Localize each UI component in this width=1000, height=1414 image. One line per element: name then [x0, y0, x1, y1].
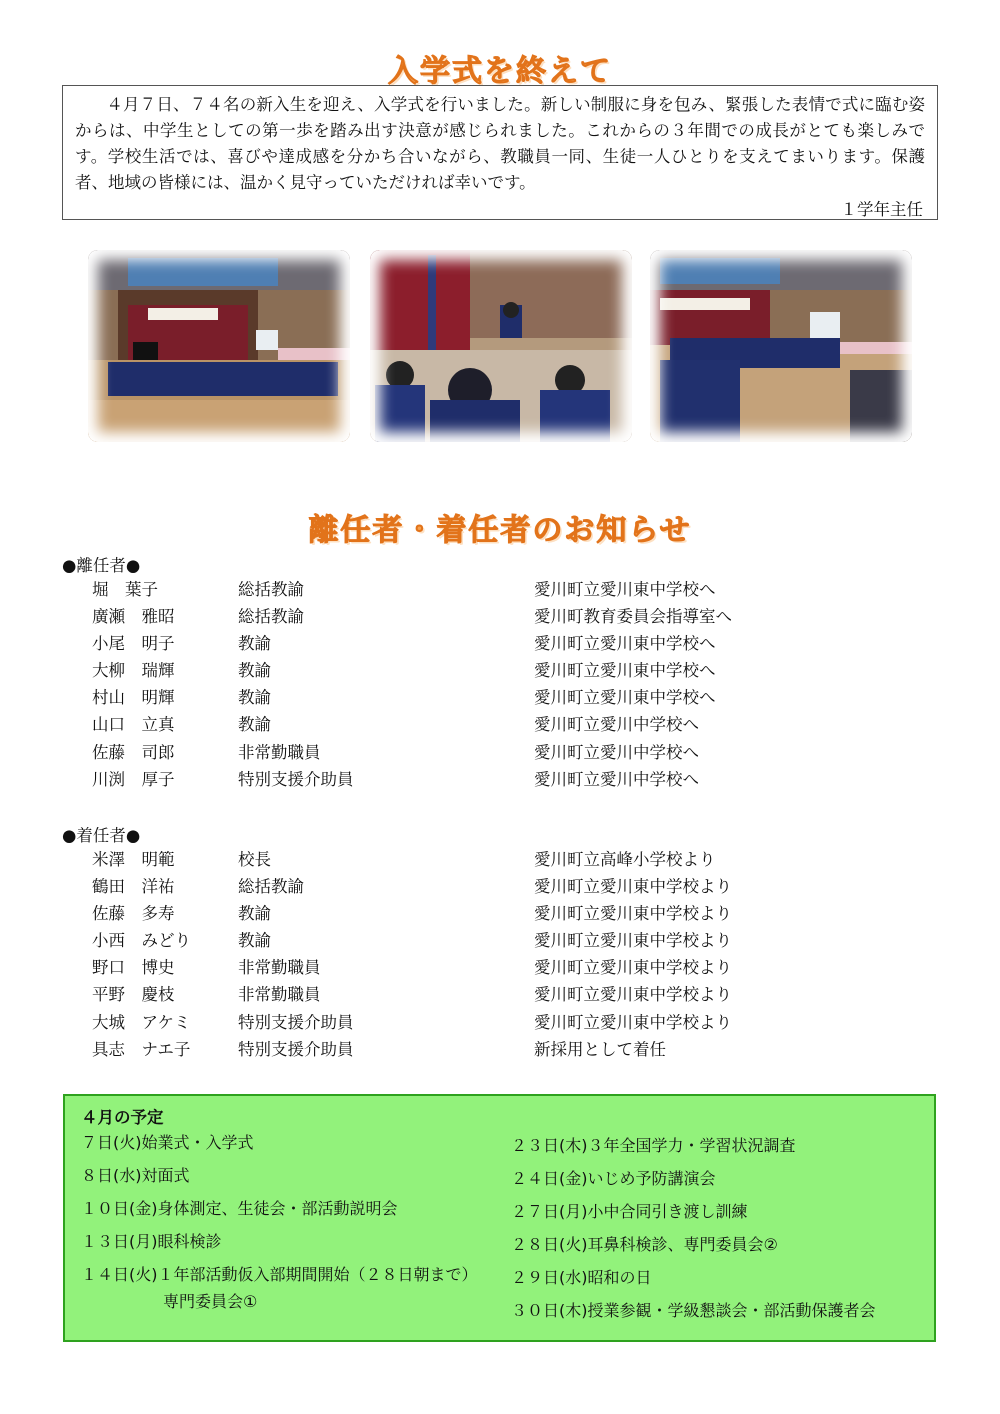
staff-role: 教諭 [238, 661, 271, 681]
staff-row [0, 1037, 1000, 1064]
schedule-item: ３０日(木)授業参観・学級懇談会・部活動保護者会 [511, 1301, 876, 1320]
staff-origin: 愛川町立愛川東中学校より [534, 985, 732, 1005]
staff-row [0, 631, 1000, 658]
departing-staff-label: ●離任者● [62, 556, 141, 575]
staff-role: 非常勤職員 [238, 742, 321, 762]
schedule-item: ７日(火)始業式・入学式 [81, 1133, 254, 1152]
staff-row [0, 1010, 1000, 1037]
staff-role: 総括教諭 [238, 580, 304, 599]
staff-destination: 愛川町立愛川東中学校へ [534, 661, 716, 681]
staff-role: 校長 [238, 850, 271, 869]
arriving-staff-list [0, 847, 1000, 1064]
staff-name: 大城 アケミ [92, 1012, 191, 1032]
entrance-ceremony-heading: 入学式を終えて [388, 54, 612, 89]
staff-role: 非常勤職員 [238, 985, 321, 1005]
staff-role: 非常勤職員 [238, 958, 321, 978]
schedule-left-column [81, 1130, 478, 1322]
staff-name: 佐藤 多寿 [92, 904, 175, 924]
schedule-item: １４日(火)１年部活動仮入部期間開始（２８日朝まで） [81, 1265, 478, 1284]
staff-row [0, 685, 1000, 712]
staff-row [0, 740, 1000, 767]
staff-origin: 愛川町立愛川東中学校より [534, 931, 732, 951]
entrance-message-box [62, 85, 938, 220]
staff-role: 教諭 [238, 634, 271, 654]
staff-row [0, 658, 1000, 685]
staff-name: 山口 立真 [92, 715, 175, 735]
staff-role: 総括教諭 [238, 877, 304, 897]
staff-destination: 愛川町立愛川中学校へ [534, 742, 699, 762]
staff-origin: 愛川町立愛川東中学校より [534, 877, 732, 897]
schedule-item: ２８日(火)耳鼻科検診、専門委員会② [511, 1235, 778, 1254]
april-schedule-box [63, 1094, 936, 1342]
staff-role: 教諭 [238, 688, 271, 708]
staff-destination: 愛川町立愛川中学校へ [534, 715, 699, 735]
schedule-title: ４月の予定 [81, 1108, 164, 1127]
staff-row [0, 928, 1000, 955]
staff-row [0, 955, 1000, 982]
staff-role: 教諭 [238, 931, 271, 951]
ceremony-photo-students-standing [650, 250, 912, 442]
arriving-staff-label: ●着任者● [62, 826, 141, 845]
staff-destination: 愛川町立愛川東中学校へ [534, 688, 716, 708]
staff-origin: 愛川町立愛川東中学校より [534, 1012, 732, 1032]
staff-row [0, 577, 1000, 604]
schedule-item: １０日(金)身体測定、生徒会・部活動説明会 [81, 1199, 398, 1218]
staff-row [0, 767, 1000, 794]
staff-role: 特別支援介助員 [238, 769, 354, 789]
staff-destination: 愛川町立愛川東中学校へ [534, 634, 716, 654]
schedule-item: ２９日(水)昭和の日 [511, 1268, 652, 1287]
staff-row [0, 874, 1000, 901]
staff-origin: 愛川町立愛川東中学校より [534, 958, 732, 978]
schedule-item-continuation: 専門委員会① [163, 1292, 258, 1311]
staff-name: 野口 博史 [92, 958, 175, 978]
staff-origin: 新採用として着任 [534, 1039, 666, 1059]
staff-notice-heading: 離任者・着任者のお知らせ [308, 513, 692, 548]
ceremony-photo-gym-overview [88, 250, 350, 442]
staff-name: 佐藤 司郎 [92, 742, 175, 762]
staff-origin: 愛川町立高峰小学校より [534, 850, 716, 869]
entrance-message-signature: １学年主任 [840, 200, 923, 219]
staff-name: 村山 明輝 [92, 688, 175, 708]
staff-role: 総括教諭 [238, 607, 304, 627]
staff-role: 教諭 [238, 715, 271, 735]
staff-destination: 愛川町立愛川東中学校へ [534, 580, 716, 599]
schedule-item: ８日(水)対面式 [81, 1166, 190, 1185]
ceremony-photo-speech [370, 250, 632, 442]
schedule-right-column [511, 1133, 876, 1331]
departing-staff-list [0, 577, 1000, 794]
staff-name: 鶴田 洋祐 [92, 877, 175, 897]
staff-origin: 愛川町立愛川東中学校より [534, 904, 732, 924]
staff-row [0, 604, 1000, 631]
entrance-message-text: ４月７日、７４名の新入生を迎え、入学式を行いました。新しい制服に身を包み、緊張した表情で式に臨む姿からは、中学生としての第一歩を踏み出す決意が感じられました。これからの３年間での成長がとても楽しみです。学校生活では、喜びや達成感を分かち合いながら、教職員一同、生徒一人ひとりを支えてまいります。保護者、地域の皆様には、温かく見守っていただければ幸いです。 [75, 95, 925, 192]
staff-role: 特別支援介助員 [238, 1012, 354, 1032]
staff-name: 平野 慶枝 [92, 985, 175, 1005]
schedule-item: ２３日(木)３年全国学力・学習状況調査 [511, 1136, 796, 1155]
staff-name: 小西 みどり [92, 931, 191, 951]
staff-name: 具志 ナエ子 [92, 1039, 191, 1059]
staff-row [0, 901, 1000, 928]
staff-destination: 愛川町教育委員会指導室へ [534, 607, 732, 627]
staff-name: 米澤 明範 [92, 850, 175, 869]
staff-row [0, 712, 1000, 739]
staff-name: 大柳 瑞輝 [92, 661, 175, 681]
schedule-item: ２４日(金)いじめ予防講演会 [511, 1169, 716, 1188]
staff-name: 小尾 明子 [92, 634, 175, 654]
staff-name: 堀 葉子 [92, 580, 158, 599]
staff-row [0, 982, 1000, 1009]
staff-row [0, 847, 1000, 874]
staff-name: 川渕 厚子 [92, 769, 175, 789]
staff-name: 廣瀬 雅昭 [92, 607, 175, 627]
staff-role: 特別支援介助員 [238, 1039, 354, 1059]
staff-role: 教諭 [238, 904, 271, 924]
schedule-item: ２７日(月)小中合同引き渡し訓練 [511, 1202, 748, 1221]
staff-destination: 愛川町立愛川中学校へ [534, 769, 699, 789]
schedule-item: １３日(月)眼科検診 [81, 1232, 222, 1251]
